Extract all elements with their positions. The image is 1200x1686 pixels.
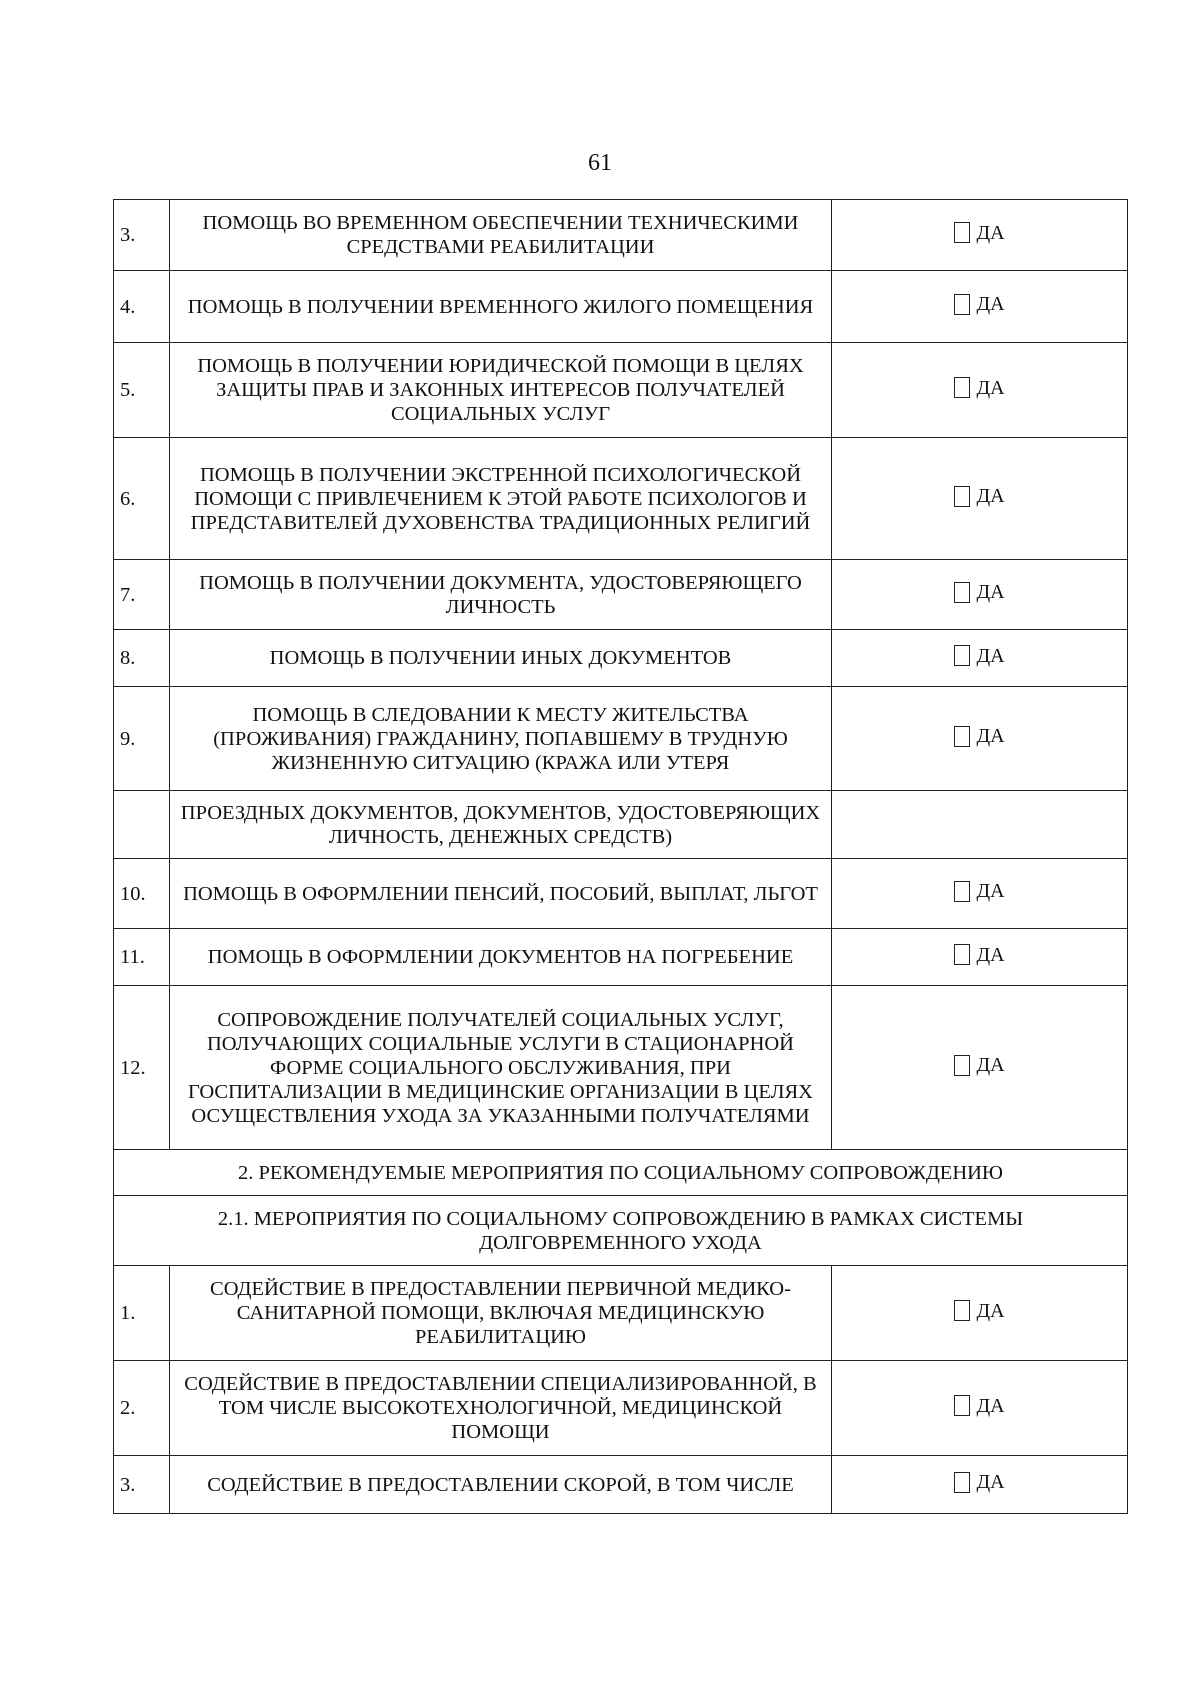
yes-checkbox-cell bbox=[832, 271, 1128, 343]
row-description: ПОМОЩЬ В ПОЛУЧЕНИИ ЭКСТРЕННОЙ ПСИХОЛОГИЧЕСКОЙ ПОМОЩИ С ПРИВЛЕЧЕНИЕМ К ЭТОЙ РАБОТЕ ПСИХОЛОГОВ И ПРЕДСТАВИТЕЛЕЙ ДУХОВЕНСТВА ТРАДИЦИОННЫХ РЕЛИГИЙ bbox=[170, 438, 832, 560]
checkbox-square-icon[interactable] bbox=[954, 1300, 970, 1321]
yes-checkbox[interactable] bbox=[954, 292, 1004, 316]
yes-checkbox[interactable] bbox=[954, 221, 1004, 245]
row-number: 1. bbox=[114, 1266, 170, 1361]
checkbox-square-icon[interactable] bbox=[954, 582, 970, 603]
row-number: 4. bbox=[114, 271, 170, 343]
checkbox-label: ДА bbox=[976, 293, 1005, 316]
checkbox-label: ДА bbox=[976, 485, 1005, 508]
yes-checkbox-cell bbox=[832, 1456, 1128, 1514]
checkbox-square-icon[interactable] bbox=[954, 486, 970, 507]
yes-checkbox-cell bbox=[832, 859, 1128, 929]
checkbox-square-icon[interactable] bbox=[954, 1472, 970, 1493]
yes-checkbox-cell bbox=[832, 1361, 1128, 1456]
yes-checkbox[interactable] bbox=[954, 724, 1004, 748]
row-description: ПОМОЩЬ В ОФОРМЛЕНИИ ДОКУМЕНТОВ НА ПОГРЕБЕНИЕ bbox=[170, 929, 832, 986]
yes-checkbox-cell bbox=[832, 630, 1128, 687]
row-number: 2. bbox=[114, 1361, 170, 1456]
yes-checkbox-cell bbox=[832, 343, 1128, 438]
row-description: ПОМОЩЬ В ПОЛУЧЕНИИ ЮРИДИЧЕСКОЙ ПОМОЩИ В ЦЕЛЯХ ЗАЩИТЫ ПРАВ И ЗАКОННЫХ ИНТЕРЕСОВ ПОЛУЧАТЕЛЕЙ СОЦИАЛЬНЫХ УСЛУГ bbox=[170, 343, 832, 438]
checkbox-label: ДА bbox=[976, 1054, 1005, 1077]
section-2 bbox=[114, 1150, 1128, 1196]
table-row bbox=[114, 271, 1128, 343]
table-row bbox=[114, 438, 1128, 560]
checkbox-square-icon[interactable] bbox=[954, 881, 970, 902]
yes-checkbox-cell bbox=[832, 438, 1128, 560]
row-number: 11. bbox=[114, 929, 170, 986]
checkbox-square-icon[interactable] bbox=[954, 377, 970, 398]
yes-checkbox[interactable] bbox=[954, 1299, 1004, 1323]
yes-checkbox-cell bbox=[832, 929, 1128, 986]
row-number: 5. bbox=[114, 343, 170, 438]
table-row bbox=[114, 560, 1128, 630]
checkbox-square-icon[interactable] bbox=[954, 944, 970, 965]
table-row bbox=[114, 1266, 1128, 1361]
checkbox-label: ДА bbox=[976, 725, 1005, 748]
yes-checkbox[interactable] bbox=[954, 1470, 1004, 1494]
empty-check-cell bbox=[832, 791, 1128, 859]
checkbox-square-icon[interactable] bbox=[954, 222, 970, 243]
table-row bbox=[114, 859, 1128, 929]
yes-checkbox-cell bbox=[832, 200, 1128, 271]
checkbox-label: ДА bbox=[976, 644, 1005, 667]
row-description-continuation: ПРОЕЗДНЫХ ДОКУМЕНТОВ, ДОКУМЕНТОВ, УДОСТОВЕРЯЮЩИХ ЛИЧНОСТЬ, ДЕНЕЖНЫХ СРЕДСТВ) bbox=[170, 791, 832, 859]
table-row bbox=[114, 687, 1128, 791]
checkbox-label: ДА bbox=[976, 376, 1005, 399]
row-number: 9. bbox=[114, 687, 170, 791]
yes-checkbox-cell bbox=[832, 687, 1128, 791]
table-row bbox=[114, 630, 1128, 687]
checkbox-label: ДА bbox=[976, 581, 1005, 604]
yes-checkbox-cell bbox=[832, 1266, 1128, 1361]
yes-checkbox[interactable] bbox=[954, 1394, 1004, 1418]
checkbox-square-icon[interactable] bbox=[954, 645, 970, 666]
section-2-1-title: 2.1. МЕРОПРИЯТИЯ ПО СОЦИАЛЬНОМУ СОПРОВОЖДЕНИЮ В РАМКАХ СИСТЕМЫ ДОЛГОВРЕМЕННОГО УХОДА bbox=[114, 1196, 1128, 1266]
checkbox-square-icon[interactable] bbox=[954, 1395, 970, 1416]
yes-checkbox[interactable] bbox=[954, 943, 1004, 967]
checkbox-square-icon[interactable] bbox=[954, 1055, 970, 1076]
section-2-title: 2. РЕКОМЕНДУЕМЫЕ МЕРОПРИЯТИЯ ПО СОЦИАЛЬНОМУ СОПРОВОЖДЕНИЮ bbox=[114, 1150, 1128, 1196]
row-number: 3. bbox=[114, 200, 170, 271]
table-row bbox=[114, 986, 1128, 1150]
checkbox-label: ДА bbox=[976, 1299, 1005, 1322]
yes-checkbox[interactable] bbox=[954, 484, 1004, 508]
checkbox-label: ДА bbox=[976, 880, 1005, 903]
row-number: 10. bbox=[114, 859, 170, 929]
row-description: СОДЕЙСТВИЕ В ПРЕДОСТАВЛЕНИИ СКОРОЙ, В ТОМ ЧИСЛЕ bbox=[170, 1456, 832, 1514]
page-number: 61 bbox=[588, 150, 612, 176]
yes-checkbox-cell bbox=[832, 986, 1128, 1150]
row-number: 3. bbox=[114, 1456, 170, 1514]
row-description: ПОМОЩЬ В ПОЛУЧЕНИИ ДОКУМЕНТА, УДОСТОВЕРЯЮЩЕГО ЛИЧНОСТЬ bbox=[170, 560, 832, 630]
row-number: 7. bbox=[114, 560, 170, 630]
row-number-empty bbox=[114, 791, 170, 859]
yes-checkbox[interactable] bbox=[954, 879, 1004, 903]
yes-checkbox[interactable] bbox=[954, 376, 1004, 400]
row-number: 12. bbox=[114, 986, 170, 1150]
yes-checkbox[interactable] bbox=[954, 580, 1004, 604]
section-2-1 bbox=[114, 1196, 1128, 1266]
row-description: ПОМОЩЬ В ПОЛУЧЕНИИ ВРЕМЕННОГО ЖИЛОГО ПОМЕЩЕНИЯ bbox=[170, 271, 832, 343]
row-description: ПОМОЩЬ В ПОЛУЧЕНИИ ИНЫХ ДОКУМЕНТОВ bbox=[170, 630, 832, 687]
yes-checkbox-cell bbox=[832, 560, 1128, 630]
row-description: СОПРОВОЖДЕНИЕ ПОЛУЧАТЕЛЕЙ СОЦИАЛЬНЫХ УСЛУГ, ПОЛУЧАЮЩИХ СОЦИАЛЬНЫЕ УСЛУГИ В СТАЦИОНАРНОЙ ФОРМЕ СОЦИАЛЬНОГО ОБСЛУЖИВАНИЯ, ПРИ ГОСПИТАЛИЗАЦИИ В МЕДИЦИНСКИЕ ОРГАНИЗАЦИИ В ЦЕЛЯХ ОСУЩЕСТВЛЕНИЯ УХОДА ЗА УКАЗАННЫМИ ПОЛУЧАТЕЛЯМИ bbox=[170, 986, 832, 1150]
checkbox-label: ДА bbox=[976, 221, 1005, 244]
yes-checkbox[interactable] bbox=[954, 644, 1004, 668]
checkbox-square-icon[interactable] bbox=[954, 726, 970, 747]
table-row-continuation bbox=[114, 791, 1128, 859]
row-description: СОДЕЙСТВИЕ В ПРЕДОСТАВЛЕНИИ ПЕРВИЧНОЙ МЕДИКО-САНИТАРНОЙ ПОМОЩИ, ВКЛЮЧАЯ МЕДИЦИНСКУЮ РЕАБИЛИТАЦИЮ bbox=[170, 1266, 832, 1361]
table-row bbox=[114, 929, 1128, 986]
table-row bbox=[114, 1456, 1128, 1514]
table-row bbox=[114, 200, 1128, 271]
checkbox-label: ДА bbox=[976, 1471, 1005, 1494]
table-row bbox=[114, 1361, 1128, 1456]
services-table bbox=[113, 199, 1128, 1514]
row-number: 8. bbox=[114, 630, 170, 687]
row-description: ПОМОЩЬ ВО ВРЕМЕННОМ ОБЕСПЕЧЕНИИ ТЕХНИЧЕСКИМИ СРЕДСТВАМИ РЕАБИЛИТАЦИИ bbox=[170, 200, 832, 271]
row-description: ПОМОЩЬ В ОФОРМЛЕНИИ ПЕНСИЙ, ПОСОБИЙ, ВЫПЛАТ, ЛЬГОТ bbox=[170, 859, 832, 929]
table-row bbox=[114, 343, 1128, 438]
checkbox-label: ДА bbox=[976, 1394, 1005, 1417]
row-number: 6. bbox=[114, 438, 170, 560]
row-description: ПОМОЩЬ В СЛЕДОВАНИИ К МЕСТУ ЖИТЕЛЬСТВА (ПРОЖИВАНИЯ) ГРАЖДАНИНУ, ПОПАВШЕМУ В ТРУДНУЮ ЖИЗНЕННУЮ СИТУАЦИЮ (КРАЖА ИЛИ УТЕРЯ bbox=[170, 687, 832, 791]
row-description: СОДЕЙСТВИЕ В ПРЕДОСТАВЛЕНИИ СПЕЦИАЛИЗИРОВАННОЙ, В ТОМ ЧИСЛЕ ВЫСОКОТЕХНОЛОГИЧНОЙ, МЕДИЦИНСКОЙ ПОМОЩИ bbox=[170, 1361, 832, 1456]
yes-checkbox[interactable] bbox=[954, 1053, 1004, 1077]
checkbox-label: ДА bbox=[976, 943, 1005, 966]
checkbox-square-icon[interactable] bbox=[954, 294, 970, 315]
